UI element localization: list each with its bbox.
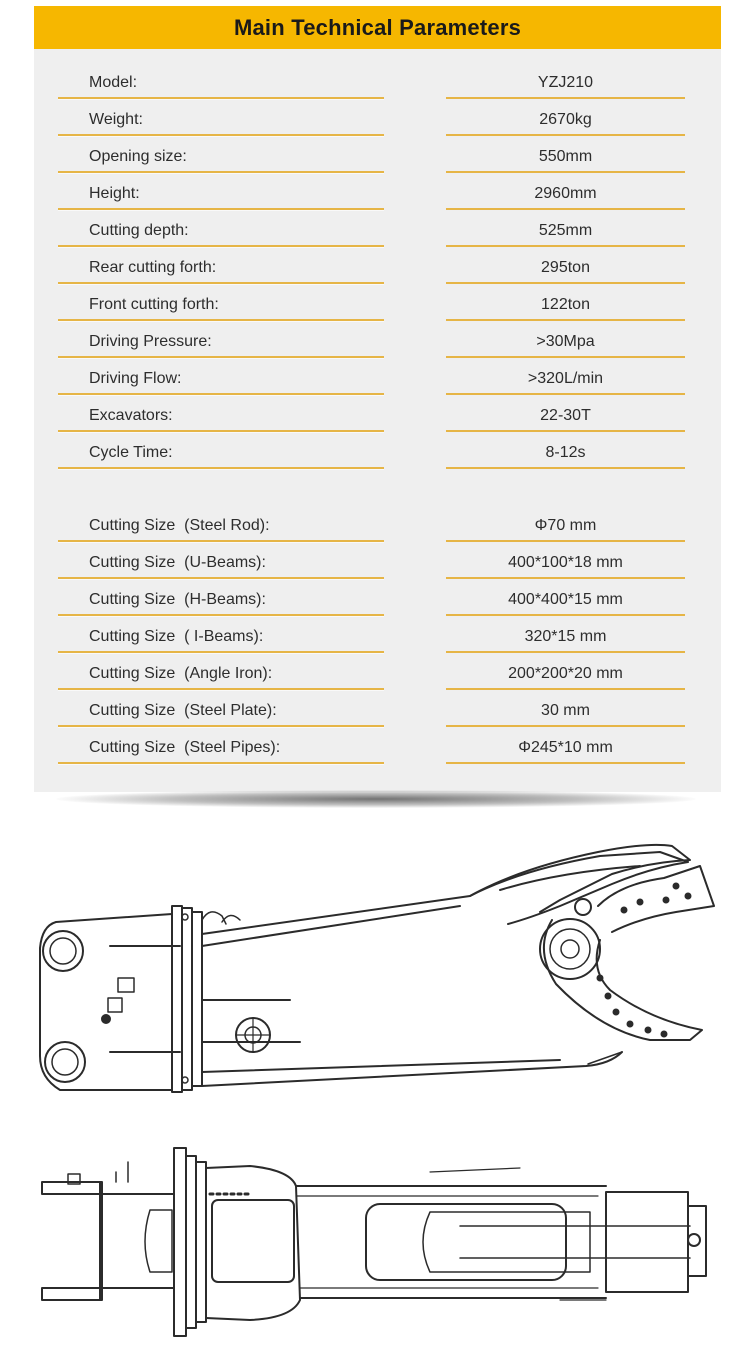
param-row-height — [58, 174, 685, 211]
param-value: 2670kg — [539, 111, 592, 128]
cutting-value: Φ245*10 mm — [518, 739, 613, 756]
cutting-row-u-beams — [58, 543, 685, 580]
technical-parameters-panel — [34, 6, 721, 792]
param-value: 8-12s — [545, 444, 586, 461]
param-label: Front cutting forth: — [89, 296, 219, 313]
cutting-row-i-beams — [58, 617, 685, 654]
cutting-label: Cutting Size ( I-Beams): — [89, 628, 264, 645]
param-label: Cutting depth: — [89, 222, 189, 239]
param-label: Rear cutting forth: — [89, 259, 217, 276]
param-label: Cycle Time: — [89, 444, 173, 461]
cutting-label: Cutting Size (Steel Plate): — [89, 702, 277, 719]
cutting-value: 400*400*15 mm — [508, 591, 623, 608]
technical-drawings — [0, 810, 750, 1356]
cutting-value: Φ70 mm — [534, 517, 597, 534]
cutting-row-angle-iron — [58, 654, 685, 691]
param-label: Driving Flow: — [89, 370, 182, 387]
param-value: 295ton — [541, 259, 590, 276]
cutting-row-steel-pipes — [58, 728, 685, 765]
cutting-value: 400*100*18 mm — [508, 554, 623, 571]
panel-drop-shadow — [56, 790, 696, 808]
param-label: Height: — [89, 185, 140, 202]
param-row-opening-size — [58, 137, 685, 174]
cutting-value: 320*15 mm — [524, 628, 607, 645]
side-view-drawing — [40, 845, 714, 1092]
param-label: Driving Pressure: — [89, 333, 212, 350]
param-label: Model: — [89, 74, 138, 91]
page-title: Main Technical Parameters — [233, 14, 522, 40]
param-value: >320L/min — [527, 370, 604, 387]
param-value: 525mm — [538, 222, 593, 239]
cutting-value: 200*200*20 mm — [508, 665, 623, 682]
cutting-row-steel-plate — [58, 691, 685, 728]
cutting-label: Cutting Size (Steel Rod): — [89, 517, 270, 534]
param-label: Excavators: — [89, 407, 173, 424]
param-row-excavators — [58, 396, 685, 433]
param-row-weight — [58, 100, 685, 137]
param-label: Opening size: — [89, 148, 187, 165]
param-value: YZJ210 — [537, 74, 594, 91]
param-value: 22-30T — [540, 407, 591, 424]
param-label: Weight: — [89, 111, 143, 128]
cutting-label: Cutting Size (Steel Pipes): — [89, 739, 281, 756]
param-row-cycle-time — [58, 433, 685, 470]
top-view-drawing — [42, 1148, 706, 1336]
cutting-row-h-beams — [58, 580, 685, 617]
param-row-cutting-depth — [58, 211, 685, 248]
param-row-driving-flow — [58, 359, 685, 396]
cutting-value: 30 mm — [541, 702, 590, 719]
param-row-rear-cutting-force — [58, 248, 685, 285]
cutting-row-steel-rod — [58, 506, 685, 543]
cutting-label: Cutting Size (Angle Iron): — [89, 665, 273, 682]
cutting-label: Cutting Size (U-Beams): — [89, 554, 266, 571]
header-bar — [34, 6, 721, 49]
param-row-driving-pressure — [58, 322, 685, 359]
param-value: >30Mpa — [536, 333, 595, 350]
param-value: 550mm — [538, 148, 593, 165]
param-value: 122ton — [541, 296, 590, 313]
param-row-front-cutting-force — [58, 285, 685, 322]
cutting-label: Cutting Size (H-Beams): — [89, 591, 266, 608]
param-value: 2960mm — [534, 185, 597, 202]
param-row-model — [58, 63, 685, 100]
